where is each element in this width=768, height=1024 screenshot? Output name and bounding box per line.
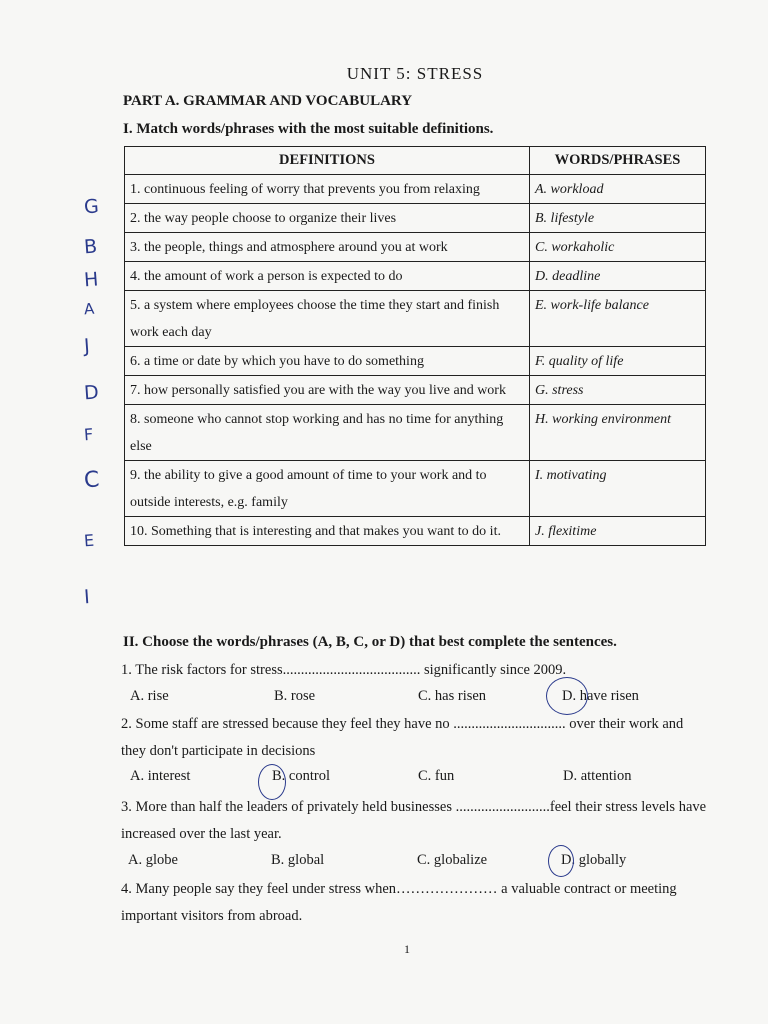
table-row bbox=[125, 405, 706, 461]
handwritten-answer: C bbox=[83, 467, 101, 494]
word-cell: B. lifestyle bbox=[530, 204, 706, 233]
definition-cell: 4. the amount of work a person is expected to do bbox=[125, 262, 530, 291]
word-cell: G. stress bbox=[530, 376, 706, 405]
definition-cell: 9. the ability to give a good amount of time to your work and to outside interests, e.g. family bbox=[125, 461, 530, 517]
q2-option-b: B. control bbox=[272, 768, 330, 784]
table-row bbox=[125, 461, 706, 517]
definition-cell: 10. Something that is interesting and that makes you want to do it. bbox=[125, 517, 530, 546]
word-cell: C. workaholic bbox=[530, 233, 706, 262]
q1-option-a: A. rise bbox=[130, 688, 169, 704]
handwritten-answer: F bbox=[83, 424, 94, 445]
q3-option-c: C. globalize bbox=[417, 852, 488, 868]
handwritten-answer: J bbox=[83, 335, 91, 358]
word-cell: H. working environment bbox=[530, 405, 706, 461]
definition-cell: 7. how personally satisfied you are with the way you live and work bbox=[125, 376, 530, 405]
table-header-row bbox=[125, 147, 706, 175]
question-2-text: 2. Some staff are stressed because they feel they have no ............................... over their work and they don't participate in decisions bbox=[121, 716, 684, 759]
definition-cell: 2. the way people choose to organize their lives bbox=[125, 204, 530, 233]
q2-option-a: A. interest bbox=[130, 768, 191, 784]
header-words: WORDS/PHRASES bbox=[530, 147, 706, 175]
table-row bbox=[125, 376, 706, 405]
definition-cell: 6. a time or date by which you have to do something bbox=[125, 347, 530, 376]
handwritten-answer: G bbox=[83, 195, 100, 219]
word-cell: E. work-life balance bbox=[530, 291, 706, 347]
part-title: PART A. GRAMMAR AND VOCABULARY bbox=[123, 93, 413, 109]
question-3-text: 3. More than half the leaders of privately held businesses ..........................feel their stress levels have increased over the last year. bbox=[121, 799, 707, 842]
q1-option-d: D. have risen bbox=[562, 688, 639, 704]
definition-cell: 3. the people, things and atmosphere around you at work bbox=[125, 233, 530, 262]
handwritten-answer: A bbox=[83, 299, 95, 319]
unit-title: UNIT 5: STRESS bbox=[346, 64, 484, 83]
table-row bbox=[125, 233, 706, 262]
handwritten-answer: H bbox=[83, 268, 100, 292]
handwritten-answer: D bbox=[83, 381, 100, 405]
q3-option-a: A. globe bbox=[128, 852, 178, 868]
table-row bbox=[125, 347, 706, 376]
word-cell: A. workload bbox=[530, 175, 706, 204]
question-4-text: 4. Many people say they feel under stress when………………… a valuable contract or meeting important visitors from abroad. bbox=[121, 881, 677, 924]
table-row bbox=[125, 291, 706, 347]
answer-circle-mark bbox=[546, 677, 588, 715]
q1-option-c: C. has risen bbox=[418, 688, 487, 704]
section-1-title: I. Match words/phrases with the most suitable definitions. bbox=[123, 121, 494, 137]
question-1-text: 1. The risk factors for stress...................................... significantly since 2009. bbox=[121, 662, 567, 678]
handwritten-answer: E bbox=[83, 530, 95, 551]
q2-option-c: C. fun bbox=[418, 768, 455, 784]
definition-cell: 8. someone who cannot stop working and has no time for anything else bbox=[125, 405, 530, 461]
section-2-title: II. Choose the words/phrases (A, B, C, or D) that best complete the sentences. bbox=[123, 634, 617, 650]
q1-option-b: B. rose bbox=[274, 688, 316, 704]
word-cell: F. quality of life bbox=[530, 347, 706, 376]
page-number: 1 bbox=[404, 942, 410, 956]
table-row bbox=[125, 175, 706, 204]
handwritten-answer: B bbox=[83, 235, 98, 259]
q3-option-d: D. globally bbox=[561, 852, 627, 868]
header-definitions: DEFINITIONS bbox=[125, 147, 530, 175]
table-row bbox=[125, 517, 706, 546]
table-row bbox=[125, 204, 706, 233]
word-cell: D. deadline bbox=[530, 262, 706, 291]
definition-cell: 1. continuous feeling of worry that prevents you from relaxing bbox=[125, 175, 530, 204]
definition-cell: 5. a system where employees choose the time they start and finish work each day bbox=[125, 291, 530, 347]
q3-option-b: B. global bbox=[271, 852, 325, 868]
matching-table bbox=[124, 146, 706, 546]
word-cell: I. motivating bbox=[530, 461, 706, 517]
word-cell: J. flexitime bbox=[530, 517, 706, 546]
answer-circle-mark bbox=[548, 845, 574, 877]
q2-option-d: D. attention bbox=[563, 768, 632, 784]
handwritten-answer: I bbox=[83, 586, 91, 609]
table-row bbox=[125, 262, 706, 291]
